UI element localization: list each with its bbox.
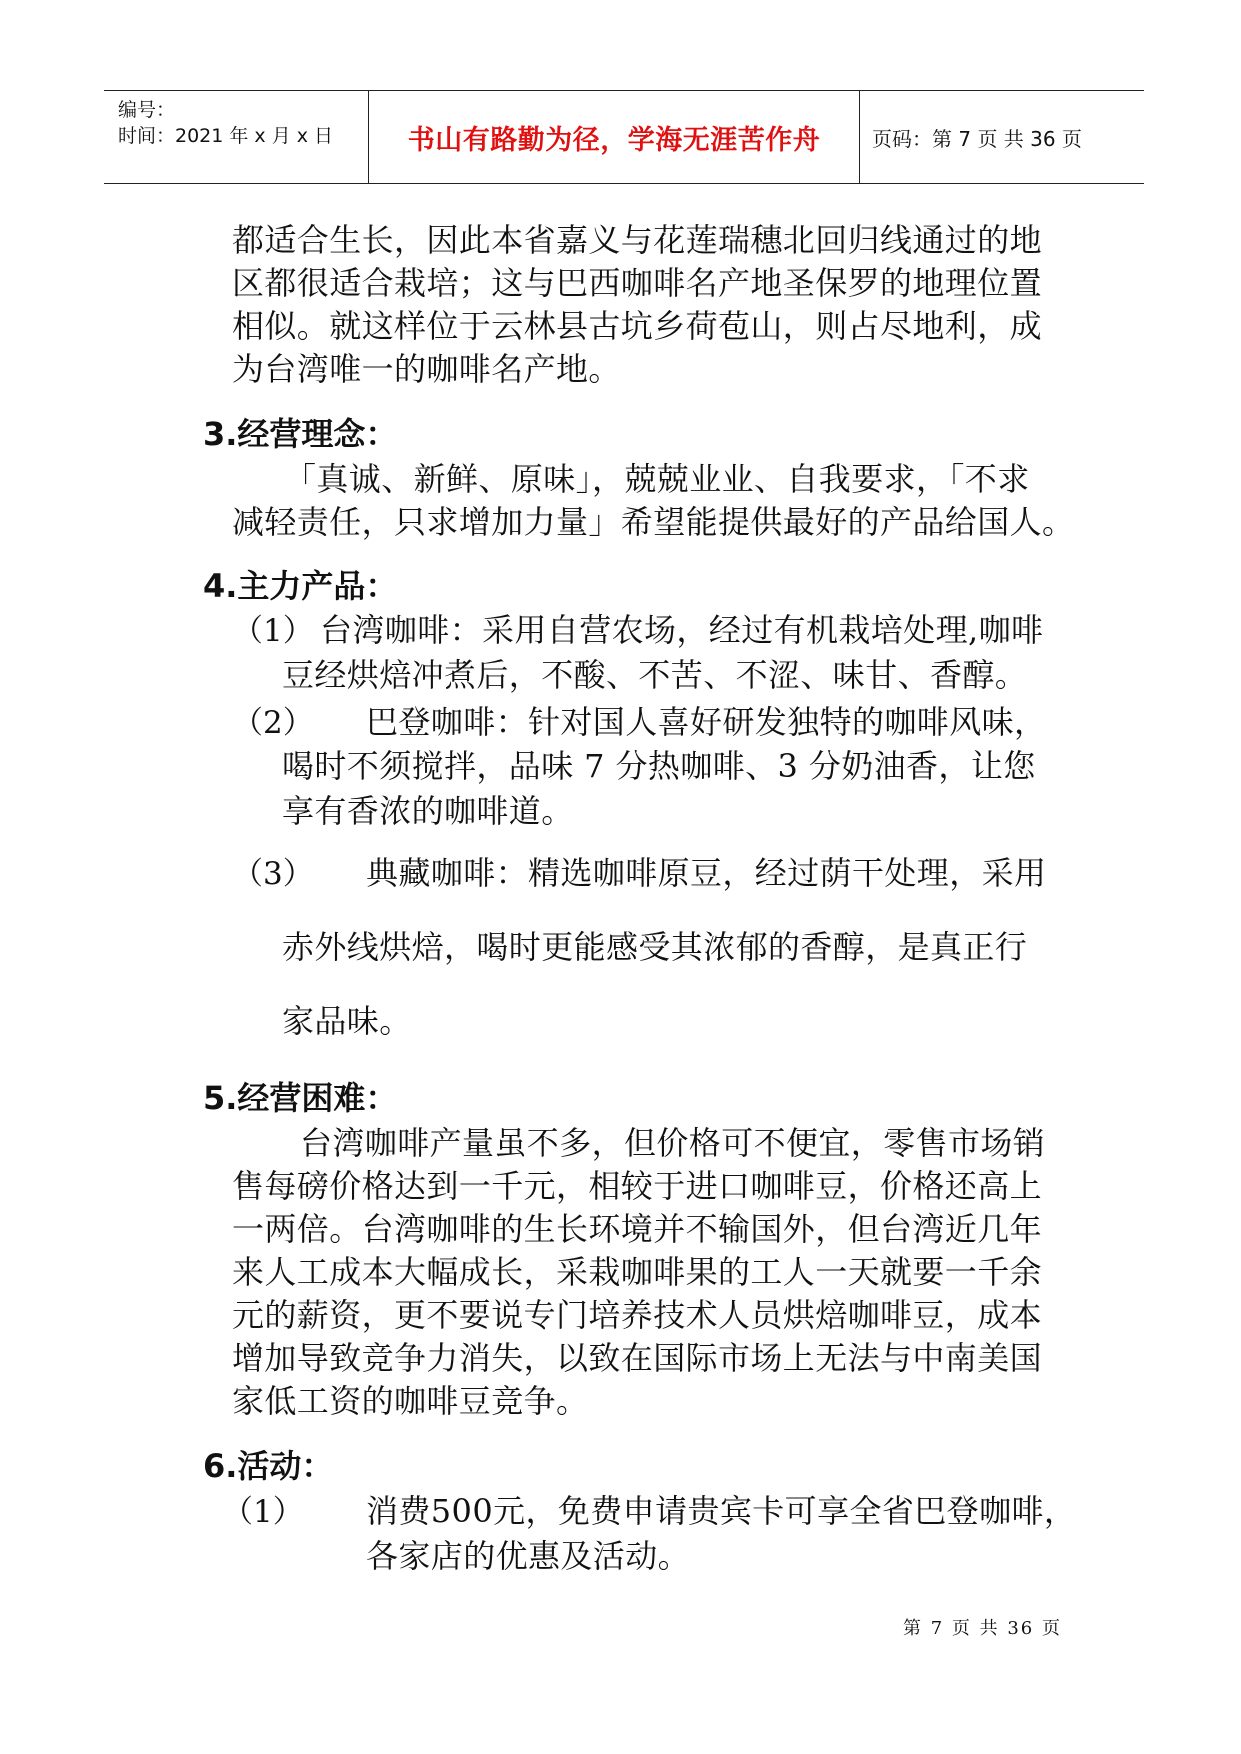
difficulty-line: 台湾咖啡产量虽不多，但价格可不便宜，零售市场销 — [300, 1124, 1046, 1162]
header-meta — [104, 91, 369, 183]
list-marker: （2） — [232, 705, 314, 741]
header-motto: 书山有路勤为径，学海无涯苦作舟 — [407, 124, 821, 156]
page-footer: 第 7 页 共 36 页 — [903, 1618, 1062, 1639]
intro-line: 为台湾唯一的咖啡名产地。 — [232, 350, 621, 388]
intro-line: 都适合生长，因此本省嘉义与花莲瑞穗北回归线通过的地 — [232, 221, 1043, 259]
product-line: 典藏咖啡：精选咖啡原豆，经过荫干处理，采用 — [366, 854, 1047, 892]
header-page-label: 页码：第 7 页 共 36 页 — [872, 126, 1082, 151]
list-marker: （1） — [232, 613, 314, 649]
philosophy-line: 减轻责任，只求增加力量」希望能提供最好的产品给国人。 — [232, 503, 1075, 541]
difficulty-line: 增加导致竞争力消失，以致在国际市场上无法与中南美国 — [232, 1339, 1043, 1377]
difficulty-line: 售每磅价格达到一千元，相较于进口咖啡豆，价格还高上 — [232, 1167, 1043, 1205]
list-marker: （1） — [222, 1494, 304, 1530]
header-time-label: 时间：2021 年 x 月 x 日 — [118, 125, 334, 147]
header-motto-cell — [369, 91, 860, 183]
product-line: 家品味。 — [282, 1002, 412, 1040]
page-header — [104, 90, 1144, 184]
intro-line: 区都很适合栽培；这与巴西咖啡名产地圣保罗的地理位置 — [232, 264, 1043, 302]
difficulty-line: 元的薪资，更不要说专门培养技术人员烘焙咖啡豆，成本 — [232, 1296, 1043, 1334]
header-page-cell — [860, 91, 1144, 183]
product-line: 豆经烘焙冲煮后，不酸、不苦、不涩、味甘、香醇。 — [282, 656, 1028, 694]
philosophy-line: 「真诚、新鲜、原味」，兢兢业业、自我要求，「不求 — [284, 460, 1030, 498]
section-heading-products: 4.主力产品： — [203, 567, 398, 605]
section-heading-activities: 6.活动： — [203, 1447, 334, 1485]
intro-line: 相似。就这样位于云林县古坑乡荷苞山，则占尽地利，成 — [232, 307, 1043, 345]
product-line: 巴登咖啡：针对国人喜好研发独特的咖啡风味， — [366, 703, 1047, 741]
product-line: 赤外线烘焙，喝时更能感受其浓郁的香醇，是真正行 — [282, 928, 1028, 966]
activity-line: 消费500元，免费申请贵宾卡可享全省巴登咖啡， — [366, 1492, 1077, 1530]
product-line: 享有香浓的咖啡道。 — [282, 792, 574, 830]
product-line: 台湾咖啡：采用自营农场，经过有机栽培处理,咖啡 — [320, 611, 1044, 649]
difficulty-line: 来人工成本大幅成长，采栽咖啡果的工人一天就要一千余 — [232, 1253, 1043, 1291]
section-heading-philosophy: 3.经营理念： — [203, 415, 398, 453]
section-heading-difficulties: 5.经营困难： — [203, 1079, 398, 1117]
product-line: 喝时不须搅拌，品味 7 分热咖啡、3 分奶油香，让您 — [282, 747, 1036, 785]
list-marker: （3） — [232, 856, 314, 892]
difficulty-line: 一两倍。台湾咖啡的生长环境并不输国外，但台湾近几年 — [232, 1210, 1043, 1248]
header-number-label: 编号： — [118, 99, 176, 121]
activity-line: 各家店的优惠及活动。 — [366, 1537, 691, 1575]
difficulty-line: 家低工资的咖啡豆竞争。 — [232, 1382, 589, 1420]
